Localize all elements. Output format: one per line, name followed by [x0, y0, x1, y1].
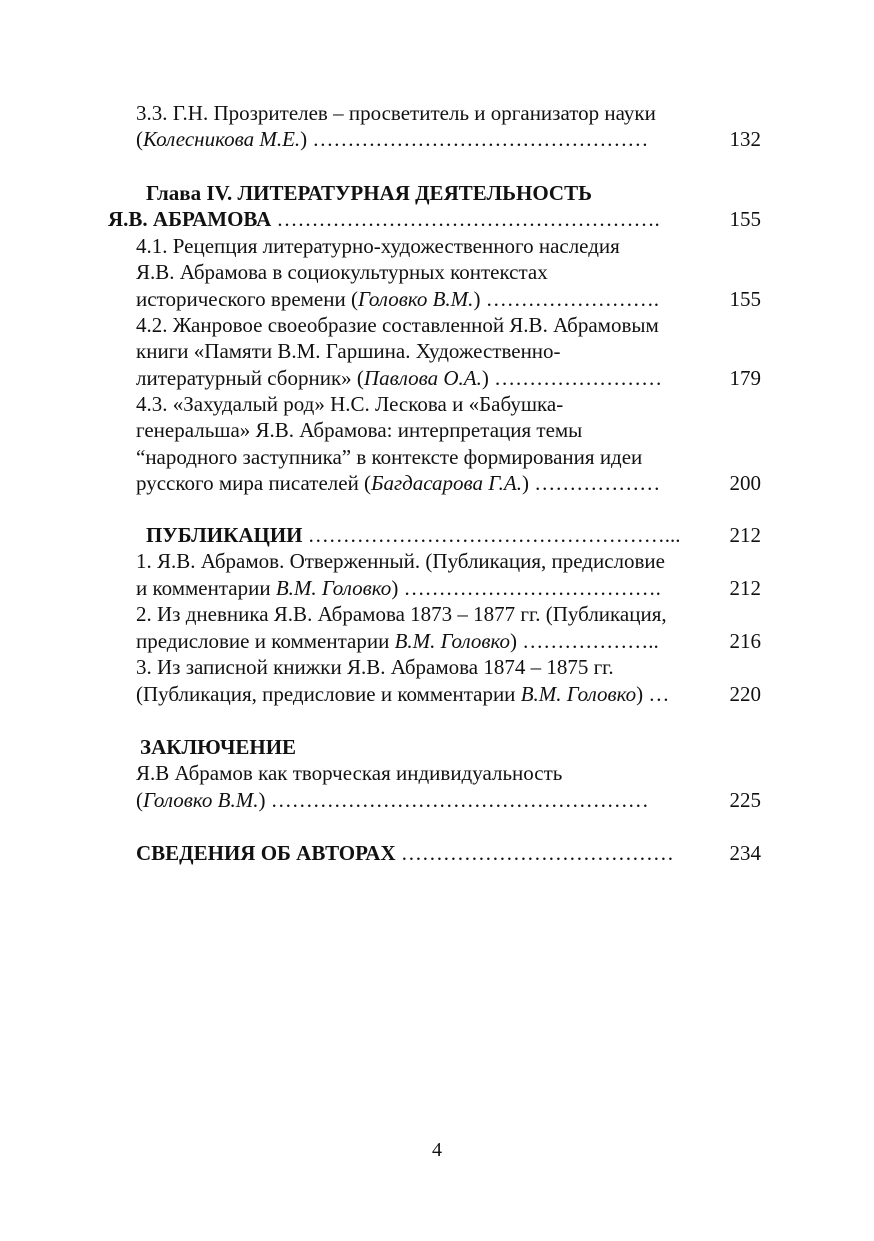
page-number: 4: [432, 1139, 442, 1161]
toc-entry-4-2-line3: литературный сборник» (Павлова О.А.) ……………………: [136, 366, 663, 390]
page-ref: 225: [729, 788, 761, 812]
publication-3-line1: 3. Из записной книжки Я.В. Абрамова 1874 – 1875 гг.: [136, 655, 614, 679]
publication-3-line2: (Публикация, предисловие и комментарии В.М. Головко) …: [136, 682, 670, 706]
toc-entry-4-1-line1: 4.1. Рецепция литературно-художественного наследия: [136, 234, 620, 258]
leader-dots: ……………………………………………….: [276, 207, 660, 231]
toc-entry-4-3-line2: генеральша» Я.В. Абрамова: интерпретация темы: [136, 418, 583, 442]
toc-entry-4-3-line3: “народного заступника” в контексте формирования идеи: [136, 445, 643, 469]
publication-1-line1: 1. Я.В. Абрамов. Отверженный. (Публикация, предисловие: [136, 549, 665, 573]
leader-dots: …………………………………: [400, 841, 674, 865]
leader-dots: ……………………………………………...: [307, 523, 681, 547]
toc-entry-4-3-line1: 4.3. «Захудалый род» Н.С. Лескова и «Бабушка-: [136, 392, 564, 416]
page-ref: 155: [729, 287, 761, 311]
toc-entry-4-2-line1: 4.2. Жанровое своеобразие составленной Я.В. Абрамовым: [136, 313, 659, 337]
author-name: Головко В.М.: [357, 287, 474, 311]
chapter-4-title-line2: Я.В. АБРАМОВА ……………………………………………….: [108, 207, 660, 231]
toc-entry-4-3-line4: русского мира писателей (Багдасарова Г.А.) ………………: [136, 471, 661, 495]
leader-dots: ……………………: [494, 366, 663, 390]
publications-heading: ПУБЛИКАЦИИ ……………………………………………...: [146, 523, 681, 547]
author-name: Павлова О.А.: [363, 366, 482, 390]
leader-dots: …: [648, 682, 670, 706]
page-ref: 200: [729, 471, 761, 495]
toc-entry-4-2-line2: книги «Памяти В.М. Гаршина. Художественно-: [136, 339, 561, 363]
author-name: В.М. Головко: [275, 576, 392, 600]
conclusion-line1: Я.В Абрамов как творческая индивидуальность: [136, 761, 563, 785]
page-ref: 132: [729, 127, 761, 151]
author-name: Колесникова М.Е.: [143, 127, 301, 151]
toc-entry-4-1-line2: Я.В. Абрамова в социокультурных контекстах: [136, 260, 548, 284]
leader-dots: …………………………………………: [312, 127, 649, 151]
page-ref: 155: [729, 207, 761, 231]
chapter-4-title-line1: Глава IV. ЛИТЕРАТУРНАЯ ДЕЯТЕЛЬНОСТЬ: [146, 181, 592, 205]
conclusion-heading: ЗАКЛЮЧЕНИЕ: [140, 735, 297, 759]
publication-2-line2: предисловие и комментарии В.М. Головко) ………………..: [136, 629, 659, 653]
page-ref: 179: [729, 366, 761, 390]
publication-1-line2: и комментарии В.М. Головко) ……………………………….: [136, 576, 661, 600]
leader-dots: ……………………………….: [403, 576, 661, 600]
page-ref: 212: [729, 576, 761, 600]
page-ref: 216: [729, 629, 761, 653]
page-ref: 234: [729, 841, 761, 865]
toc-entry-4-1-line3: исторического времени (Головко В.М.) …………………….: [136, 287, 659, 311]
publication-2-line1: 2. Из дневника Я.В. Абрамова 1873 – 1877 гг. (Публикация,: [136, 602, 667, 626]
leader-dots: ………………: [534, 471, 661, 495]
author-name: В.М. Головко: [520, 682, 637, 706]
leader-dots: …………………….: [485, 287, 659, 311]
toc-entry-3-3-line1: 3.3. Г.Н. Прозрителев – просветитель и организатор науки: [136, 101, 656, 125]
page-ref: 220: [729, 682, 761, 706]
page-ref: 212: [729, 523, 761, 547]
leader-dots: ………………………………………………: [270, 788, 649, 812]
toc-entry-3-3-line2: (Колесникова М.Е.) …………………………………………: [136, 127, 649, 151]
author-name: В.М. Головко: [394, 629, 511, 653]
leader-dots: ………………..: [522, 629, 659, 653]
author-name: Головко В.М.: [143, 788, 259, 812]
author-name: Багдасарова Г.А.: [371, 471, 522, 495]
authors-heading: СВЕДЕНИЯ ОБ АВТОРАХ …………………………………: [136, 841, 674, 865]
conclusion-line2: (Головко В.М.) ………………………………………………: [136, 788, 649, 812]
